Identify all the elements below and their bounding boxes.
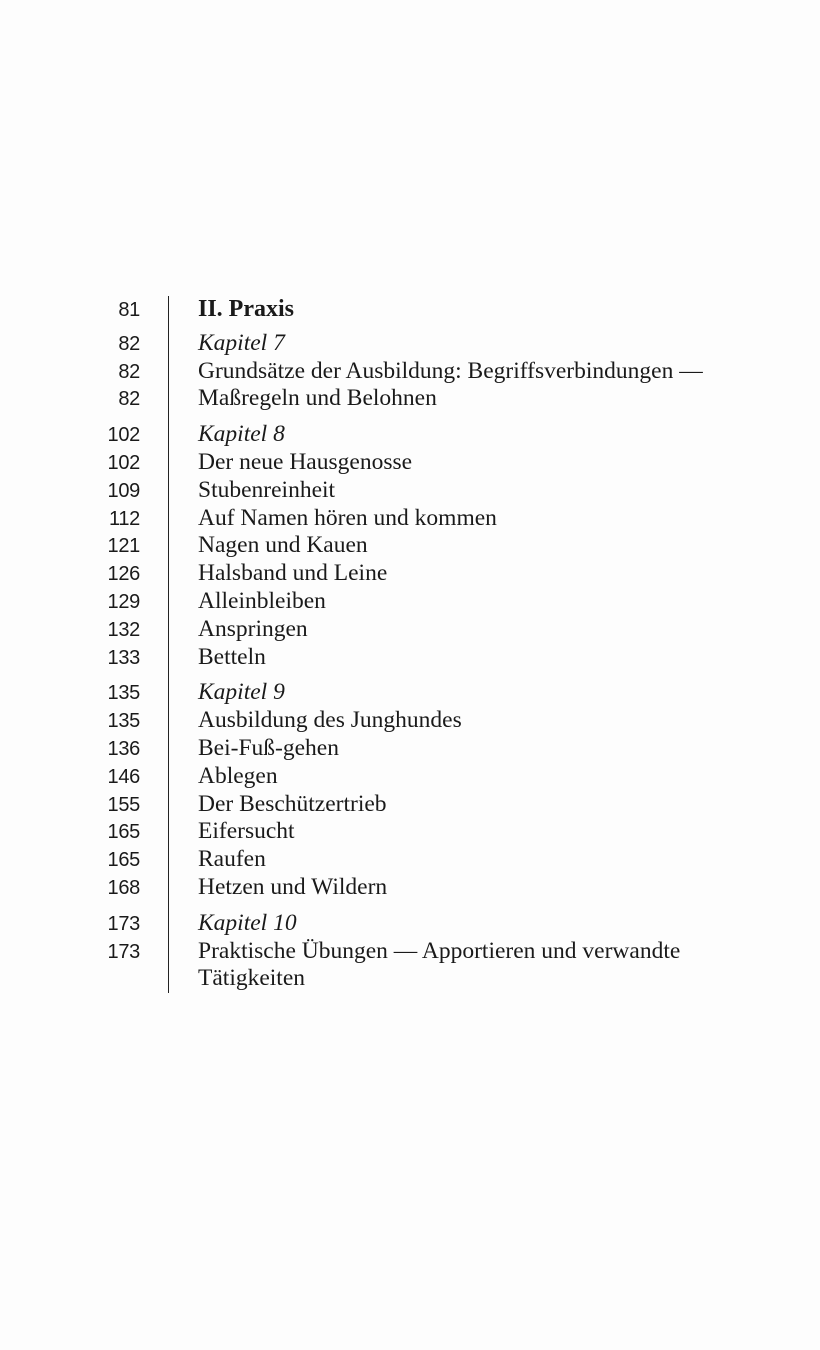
column-divider [140, 874, 198, 902]
toc-entry [0, 965, 820, 993]
toc-group [0, 679, 820, 901]
column-divider [140, 938, 198, 966]
toc-entry [0, 818, 820, 846]
section-title: Ausbildung des Junghundes [198, 707, 462, 734]
page-number: 173 [107, 912, 140, 935]
column-divider [140, 679, 198, 707]
page-number: 133 [107, 646, 140, 669]
toc-entry [0, 874, 820, 902]
column-divider [140, 910, 198, 938]
column-divider [140, 616, 198, 644]
chapter-title: Kapitel 10 [198, 909, 297, 936]
toc-group [0, 910, 820, 993]
chapter-title: Kapitel 8 [198, 421, 285, 448]
column-divider [140, 560, 198, 588]
section-title: Grundsätze der Ausbildung: Begriffsverbindungen — [198, 357, 703, 384]
column-divider [140, 846, 198, 874]
page-number: 135 [107, 682, 140, 705]
section-title: Praktische Übungen — Apportieren und verwandte [198, 937, 681, 964]
page-number: 126 [107, 563, 140, 586]
toc-entry [0, 588, 820, 616]
toc-entry [0, 385, 820, 413]
column-divider [140, 330, 198, 358]
column-divider [140, 763, 198, 791]
toc-entry [0, 477, 820, 505]
toc-entry [0, 644, 820, 672]
column-divider [140, 385, 198, 413]
section-title: Stubenreinheit [198, 476, 336, 503]
section-title: Ablegen [198, 762, 278, 789]
page-number: 102 [107, 451, 140, 474]
section-title: Nagen und Kauen [198, 532, 368, 559]
column-divider [140, 791, 198, 819]
page-number: 82 [118, 332, 140, 355]
page-number: 102 [107, 424, 140, 447]
toc-entry [0, 421, 820, 449]
page-number: 129 [107, 590, 140, 613]
section-title: Auf Namen hören und kommen [198, 504, 497, 531]
toc-entry [0, 846, 820, 874]
section-title: Raufen [198, 846, 266, 873]
column-divider [140, 421, 198, 449]
page-number: 112 [109, 507, 140, 530]
table-of-contents [0, 296, 820, 993]
column-divider [140, 296, 198, 324]
section-title: Der Beschützertrieb [198, 790, 387, 817]
toc-entry [0, 532, 820, 560]
toc-group [0, 296, 820, 324]
page-number: 168 [107, 876, 140, 899]
section-title: Maßregeln und Belohnen [198, 385, 437, 412]
group-spacer [0, 902, 820, 910]
page-number: 81 [118, 299, 140, 321]
page-number: 173 [107, 940, 140, 963]
page-number: 135 [107, 710, 140, 733]
page-number: 155 [107, 793, 140, 816]
group-spacer [0, 671, 820, 679]
column-divider [140, 644, 198, 672]
page-number: 109 [107, 479, 140, 502]
chapter-title: Kapitel 7 [198, 329, 285, 356]
section-title: Anspringen [198, 615, 308, 642]
section-title: Halsband und Leine [198, 560, 388, 587]
page-number: 165 [107, 821, 140, 844]
toc-group [0, 330, 820, 413]
section-title: Hetzen und Wildern [198, 873, 388, 900]
toc-entry [0, 707, 820, 735]
page-number: 82 [118, 360, 140, 383]
page-number: 82 [118, 388, 140, 411]
column-divider [140, 965, 198, 993]
column-divider [140, 532, 198, 560]
toc-entry [0, 791, 820, 819]
group-spacer [0, 413, 820, 421]
section-title: Betteln [198, 643, 266, 670]
column-divider [140, 477, 198, 505]
toc-entry [0, 910, 820, 938]
section-title: Tätigkeiten [198, 965, 306, 992]
column-divider [140, 358, 198, 386]
section-title: Alleinbleiben [198, 587, 326, 614]
column-divider [140, 707, 198, 735]
section-title: Der neue Hausgenosse [198, 448, 413, 475]
toc-group [0, 421, 820, 671]
toc-entry [0, 763, 820, 791]
page-number: 136 [107, 737, 140, 760]
column-divider [140, 735, 198, 763]
page-number: 132 [107, 618, 140, 641]
column-divider [140, 505, 198, 533]
toc-entry [0, 679, 820, 707]
column-divider [140, 818, 198, 846]
section-title: Eifersucht [198, 818, 295, 845]
toc-entry [0, 358, 820, 386]
toc-entry [0, 616, 820, 644]
toc-entry [0, 560, 820, 588]
toc-entry [0, 735, 820, 763]
chapter-title: Kapitel 9 [198, 679, 285, 706]
toc-entry [0, 330, 820, 358]
toc-entry [0, 449, 820, 477]
page-number: 146 [107, 765, 140, 788]
part-heading: II. Praxis [198, 296, 294, 322]
section-title: Bei-Fuß-gehen [198, 734, 339, 761]
column-divider [140, 588, 198, 616]
toc-entry [0, 296, 820, 324]
page-number: 121 [107, 535, 140, 558]
toc-entry [0, 505, 820, 533]
toc-entry [0, 938, 820, 966]
column-divider [140, 449, 198, 477]
page-number: 165 [107, 849, 140, 872]
